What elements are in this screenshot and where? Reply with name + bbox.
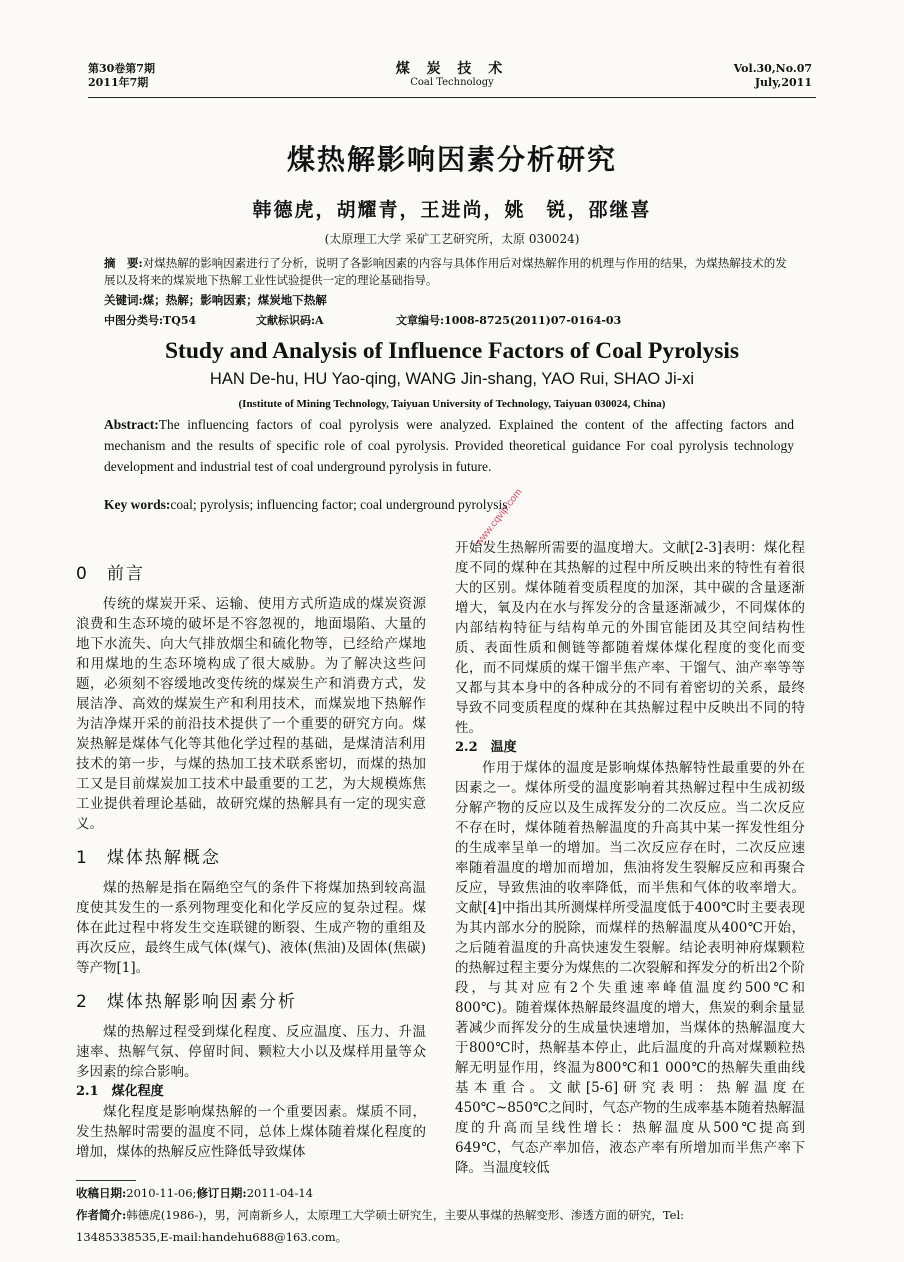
section-0-number: 0 bbox=[76, 564, 89, 584]
section-1-number: 1 bbox=[76, 848, 89, 868]
keywords-en bbox=[104, 497, 794, 513]
abstract-en bbox=[104, 414, 794, 477]
keywords-cn-text: 煤；热解；影响因素；煤炭地下热解 bbox=[142, 293, 327, 307]
authors-en: HAN De-hu, HU Yao-qing, WANG Jin-shang, YAO Rui, SHAO Ji-xi bbox=[209, 370, 695, 388]
document-code: 文献标识码:A bbox=[256, 314, 324, 327]
section-2-paragraph: 煤的热解过程受到煤化程度、反应温度、压力、升温速率、热解气氛、停留时间、颗粒大小以及煤样用量等众多因素的综合影响。 bbox=[76, 1024, 426, 1080]
subsection-2-2-heading: 2.2 温度 bbox=[455, 740, 517, 755]
subsection-2-2-paragraph: 作用于煤体的温度是影响煤体热解特性最重要的外在因素之一。煤体所受的温度影响着其热解过程中生成初级分解产物的反应以及生成挥发分的二次反应。当二次反应不存在时，煤体随着热解温度的升高其中某一挥发性组分的生成率呈单一的增加。当二次反应存在时，二次反应速率随着温度的增加而增加，焦油将发生裂解反应和再聚合反应，导致焦油的收率降低，而半焦和气体的收率增大。文献[4]中指出其所测煤样所受温度低于400℃时主要表现为其内部水分的脱除，而煤样的热解温度从400℃开始，之后随着温度的升高快速发生裂解。结论表明神府煤颗粒的热解过程主要分为煤焦的二次裂解和挥发分的析出2个阶段，与其对应有2个失重速率峰值温度约500℃和800℃)。随着煤体热解最终温度的增大，焦炭的剩余量显著减少而挥发分的生成量快速增加，当煤体的热解温度大于800℃时，热解基本停止，此后温度的升高对煤颗粒热解无明显作用，终温为800℃和1 000℃的热解失重曲线基本重合。文献[5-6]研究表明：热解温度在450℃~850℃之间时，气态产物的生成率基本随着热解温度的升高而呈线性增长：热解温度从500℃提高到649℃，气态产率加倍，液态产率有所增加而半焦产率下降。当温度较低 bbox=[455, 760, 805, 1176]
journal-name-cn: 煤 炭 技 术 bbox=[395, 61, 509, 77]
abstract-en-label: Abstract: bbox=[104, 417, 159, 432]
abstract-cn-text: 对煤热解的影响因素进行了分析，说明了各影响因素的内容与具体作用后对煤热解作用的机理与作用的结果，为煤热解技术的发展以及将来的煤炭地下热解工业性试验提供一定的理论基础指导。 bbox=[104, 256, 787, 287]
abstract-en-text: The influencing factors of coal pyrolysis were analyzed. Explained the content of the affecting factors and mechanism and the results of specific role of coal pyrolysis. Provided theoretical guidance For coal pyrolysis technology development and industrial test of coal underground pyrolysis in future. bbox=[104, 417, 794, 474]
subsection-2-1-heading: 2.1 煤化程度 bbox=[76, 1084, 164, 1099]
article-title-en: Study and Analysis of Influence Factors of Coal Pyrolysis bbox=[164, 338, 740, 364]
author-bio-text: 韩德虎(1986-)，男，河南新乡人，太原理工大学硕士研究生，主要从事煤的热解变形、渗透方面的研究，Tel: bbox=[126, 1208, 685, 1222]
section-2-title: 煤体热解影响因素分析 bbox=[106, 992, 297, 1012]
section-1-heading bbox=[76, 848, 426, 868]
author-contact: 13485338535,E-mail:handehu688@163.com。 bbox=[76, 1230, 348, 1244]
received-label: 收稿日期: bbox=[76, 1186, 127, 1200]
keywords-cn bbox=[104, 292, 794, 309]
header-volume: 第30卷第7期 bbox=[88, 62, 155, 75]
authors-cn: 韩德虎，胡耀青，王进尚，姚 锐，邵继喜 bbox=[252, 199, 652, 221]
left-column bbox=[76, 538, 426, 1162]
article-number: 文章编号:1008-8725(2011)07-0164-03 bbox=[396, 314, 622, 327]
footnote-dates bbox=[76, 1182, 816, 1204]
abstract-cn-label: 摘 要: bbox=[104, 256, 143, 270]
journal-name-en: Coal Technology bbox=[410, 77, 494, 88]
abstract-cn bbox=[104, 255, 794, 289]
section-1-paragraph: 煤的热解是指在隔绝空气的条件下将煤加热到较高温度使其发生的一系列物理变化和化学反应的复杂过程。煤体在此过程中将发生交连联键的断裂、生成产物的重组及再次反应，最终生成气体(煤气)、液体(焦油)及固体(焦碳)等产物[1]。 bbox=[76, 880, 426, 976]
watermark-stamp: www.cqvip.com bbox=[473, 486, 525, 548]
clc-number: 中图分类号:TQ54 bbox=[104, 314, 197, 327]
section-0-paragraph: 传统的煤炭开采、运输、使用方式所造成的煤炭资源浪费和生态环境的破坏是不容忽视的，地面塌陷、大量的地下水流失、向大气排放烟尘和硫化物等，已经给产煤地和用煤地的生态环境构成了很大威胁。为了解决这些问题，必须刻不容缓地改变传统的煤炭生产和消费方式，发展洁净、高效的煤炭生产和利用技术，而煤炭地下热解作为洁净煤开采的前沿技术提供了一个重要的研究方向。煤炭热解是煤体气化等其他化学过程的基础，是煤清洁利用技术的第一步，与煤的热加工技术联系密切，而煤的热加工又是目前煤炭加工技术中最重要的工艺，为大规模炼焦工业提供着理论基础，故研究煤的热解具有一定的现实意义。 bbox=[76, 596, 426, 832]
header-vol-no: Vol.30,No.07 bbox=[733, 62, 812, 75]
section-2-heading bbox=[76, 992, 426, 1012]
revised-label: 修订日期: bbox=[196, 1186, 247, 1200]
section-0-heading bbox=[76, 564, 426, 584]
author-bio-label: 作者简介: bbox=[76, 1208, 127, 1222]
header-divider bbox=[88, 97, 816, 98]
header-date-cn: 2011年7期 bbox=[88, 76, 149, 89]
revised-date: 2011-04-14 bbox=[246, 1186, 313, 1200]
footnote-author bbox=[76, 1204, 816, 1248]
header-volume-en bbox=[734, 62, 812, 90]
affiliation-en: (Institute of Mining Technology, Taiyuan University of Technology, Taiyuan 030024, China) bbox=[238, 398, 666, 410]
affiliation-cn: (太原理工大学 采矿工艺研究所，太原 030024) bbox=[324, 232, 580, 246]
section-0-title: 前言 bbox=[106, 564, 145, 584]
section-1-title: 煤体热解概念 bbox=[106, 848, 221, 868]
article-title-cn: 煤热解影响因素分析研究 bbox=[286, 143, 617, 176]
footnote-divider bbox=[76, 1180, 136, 1181]
right-column-paragraph-1: 开始发生热解所需要的温度增大。文献[2-3]表明：煤化程度不同的煤种在其热解的过程中所反映出来的特性有着很大的区别。煤体随着变质程度的加深，其中碳的含量逐渐增大，氧及内在水与挥发分的含量逐渐减少，不同煤体的内部结构特征与结构单元的外围官能团及其空间结构性质、表面性质和侧链等都随着煤体煤化程度的变化而变化，而不同煤质的煤干馏半焦产率、干馏气、油产率等等又都与其本身中的各种成分的不同有着密切的关系，最终导致不同变质程度的煤种在其热解过程中反映出不同的特性。 bbox=[455, 540, 805, 736]
section-2-number: 2 bbox=[76, 992, 89, 1012]
keywords-en-label: Key words: bbox=[104, 497, 171, 512]
received-date: 2010-11-06; bbox=[126, 1186, 197, 1200]
keywords-en-text: coal; pyrolysis; influencing factor; coal underground pyrolysis bbox=[170, 497, 508, 512]
right-column bbox=[455, 538, 805, 1178]
keywords-cn-label: 关键词: bbox=[104, 293, 143, 307]
header-date-en: July,2011 bbox=[754, 76, 812, 89]
subsection-2-1-paragraph: 煤化程度是影响煤热解的一个重要因素。煤质不同，发生热解时需要的温度不同，总体上煤体随着煤化程度的增加，煤体的热解反应性降低导致煤体 bbox=[76, 1104, 426, 1160]
